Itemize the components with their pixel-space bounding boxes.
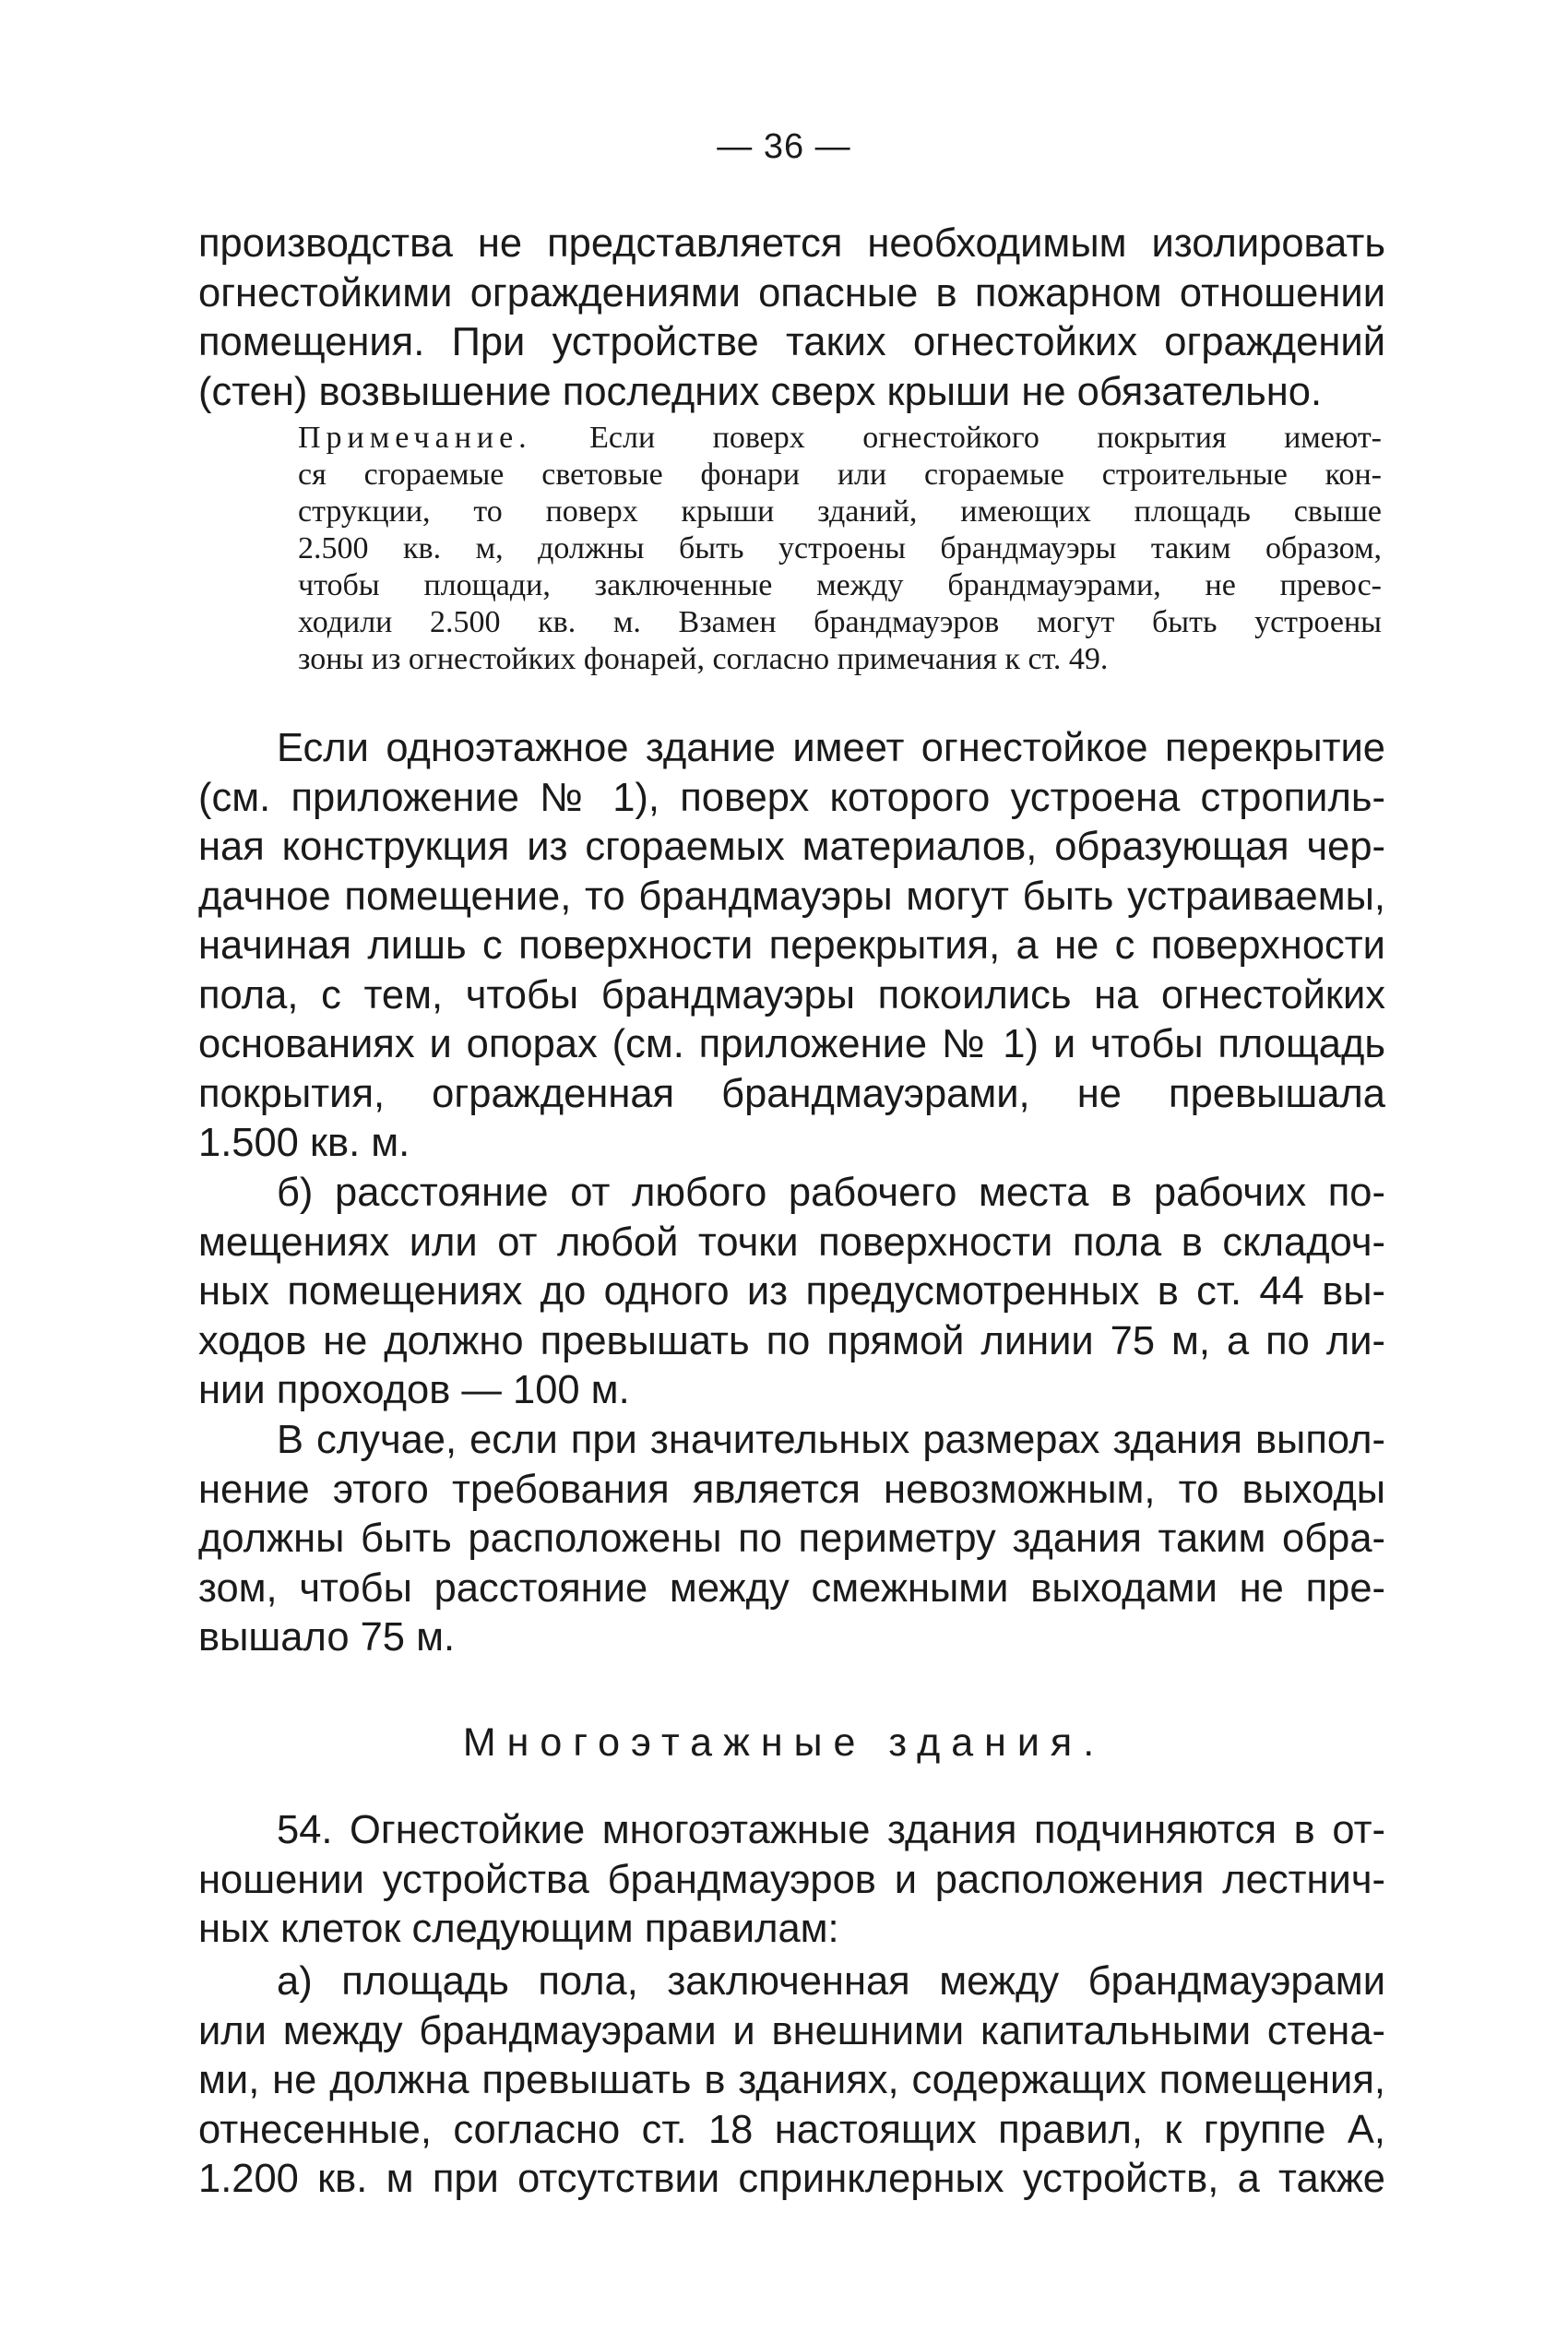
text-line: б) расстояние от любого рабочего места в рабочих по- (277, 1171, 1385, 1215)
paragraph-continuation (198, 220, 1385, 417)
text-line: дачное помещение, то брандмауэры могут быть устраиваемы, (198, 874, 1385, 919)
text-line: производства не представляется необходимым изолировать (198, 221, 1385, 266)
text-line: чтобы площади, заключенные между брандмауэрами, не превос- (298, 568, 1382, 602)
page-number: — 36 — (717, 127, 851, 166)
text-line: вышало 75 м. (198, 1615, 456, 1660)
text-line: помещения. При устройстве таких огнестойких ограждений (198, 320, 1385, 364)
text-line: должны быть расположены по периметру здания таким обра- (198, 1517, 1385, 1561)
text-line: зом, чтобы расстояние между смежными выходами не пре- (198, 1565, 1385, 1611)
text-line: начиная лишь с поверхности перекрытия, а не с поверхности (198, 923, 1385, 968)
text-line: Если одноэтажное здание имеет огнестойкое перекрытие (277, 726, 1385, 770)
text-line: Если поверх огнестойкого покрытия имеют- (589, 421, 1383, 455)
paragraph-item-a (198, 1957, 1385, 2205)
text-line: ная конструкция из сгораемых материалов, образующая чер- (198, 825, 1385, 869)
text-line: 2.500 кв. м, должны быть устроены брандмауэры таким образом, (298, 531, 1382, 565)
text-line: 1.200 кв. м при отсутствии спринклерных устройств, а также (198, 2157, 1385, 2201)
text-line: ных помещениях до одного из предусмотренных в ст. 44 вы- (198, 1269, 1385, 1314)
text-line: или между брандмауэрами и внешними капитальными стена- (198, 2008, 1385, 2053)
text-line: отнесенные, согласно ст. 18 настоящих правил, к группе А, (198, 2107, 1385, 2152)
text-line: (см. приложение № 1), поверх которого устроена стропиль- (198, 775, 1385, 820)
text-line: ных клеток следующим правилам: (198, 1907, 839, 1951)
text-line: пола, с тем, чтобы брандмауэры покоились на огнестойких (198, 972, 1385, 1017)
text-line: нии проходов — 100 м. (198, 1368, 630, 1412)
section-heading: Многоэтажные здания. (462, 1720, 1106, 1765)
text-line: основаниях и опорах (см. приложение № 1) и чтобы площадь (198, 1022, 1385, 1066)
note-body (298, 457, 1382, 678)
text-line: ся сгораемые световые фонари или сгораемые строительные кон- (298, 458, 1382, 492)
paragraph-item-b (198, 1169, 1385, 1416)
paragraph-article-54 (198, 1806, 1385, 1955)
text-line: ми, не должна превышать в зданиях, содержащих помещения, (198, 2058, 1385, 2102)
text-line: струкции, то поверх крыши зданий, имеющих площадь свыше (298, 494, 1382, 529)
text-line: нение этого требования является невозможным, то выходы (198, 1467, 1385, 1512)
paragraph-exits (198, 1416, 1385, 1663)
paragraph-single-storey (198, 724, 1385, 1169)
text-line: огнестойкими ограждениями опасные в пожарном отношении (198, 270, 1385, 315)
text-line: а) площадь пола, заключенная между брандмауэрами (277, 1959, 1385, 2004)
note-block (298, 420, 1382, 457)
note-label: Примечание. (298, 421, 532, 455)
text-line: ходили 2.500 кв. м. Взамен брандмауэров могут быть устроены (298, 605, 1382, 639)
note-first-line (298, 420, 1382, 457)
text-line: зоны из огнестойких фонарей, согласно примечания к ст. 49. (298, 642, 1109, 676)
text-line: мещениях или от любой точки поверхности пола в складоч- (198, 1220, 1385, 1265)
text-line: 1.500 кв. м. (198, 1121, 410, 1165)
text-line: ношении устройства брандмауэров и расположения лестнич- (198, 1857, 1385, 1902)
text-line: (стен) возвышение последних сверх крыши не обязательно. (198, 369, 1323, 414)
text-line: В случае, если при значительных размерах здания выпол- (277, 1418, 1385, 1462)
text-line: покрытия, огражденная брандмауэрами, не превышала (198, 1071, 1385, 1116)
text-line: ходов не должно превышать по прямой линии 75 м, а по ли- (198, 1318, 1385, 1363)
text-line: 54. Огнестойкие многоэтажные здания подчиняются в от- (277, 1808, 1385, 1852)
